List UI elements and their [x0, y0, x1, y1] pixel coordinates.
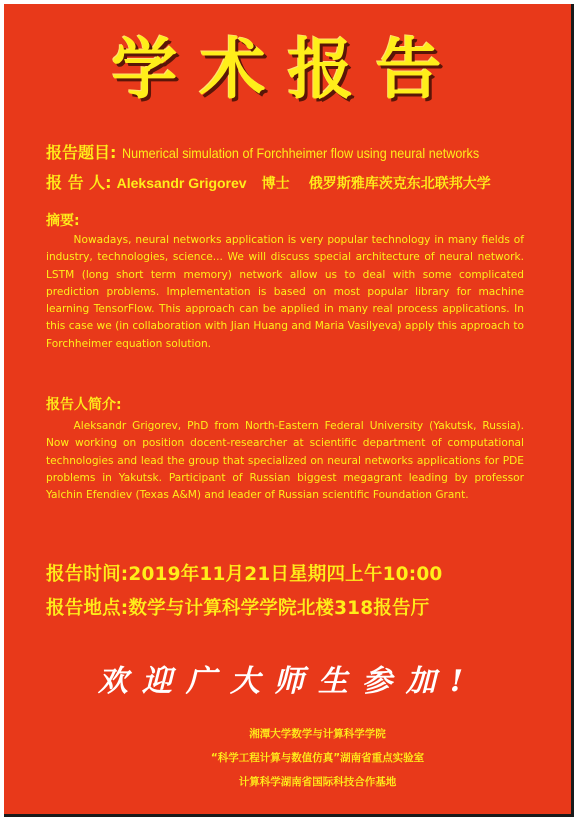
organizer-1: 湘潭大学数学与计算科学学院: [249, 728, 386, 740]
abstract-heading: 摘要:: [46, 213, 80, 229]
speaker-label: 报 告 人:: [46, 173, 112, 192]
bio-text: Aleksandr Grigorev, PhD from North-Eastern Federal University (Yakutsk, Russia). Now working on position docent-researcher at scientific department of computational technologies and lead the group that specialized on neural networks applications for PDE problems in Yakutsk. Participant of Russian biggest megagrant leading by professor Yalchin Efendiev (Texas A&M) and leader of Russian scientific Foundation Grant.: [46, 420, 524, 502]
location-label: 报告地点:: [46, 598, 129, 619]
location-value: 数学与计算科学学院北楼318报告厅: [128, 598, 430, 619]
time-line: [46, 560, 442, 586]
speaker-degree: 博士: [261, 175, 290, 191]
location-line: [46, 594, 429, 620]
poster: [4, 4, 574, 817]
speaker-affiliation: 俄罗斯雅库茨克东北联邦大学: [308, 175, 491, 191]
speaker-line: [46, 170, 491, 193]
organizer-2: “科学工程计算与数值仿真”湖南省重点实验室: [210, 752, 425, 764]
bio-heading: 报告人简介:: [46, 397, 122, 413]
topic-label: 报告题目:: [46, 143, 117, 162]
organizer-3: 计算科学湖南省国际科技合作基地: [238, 776, 397, 788]
topic-line: [46, 140, 518, 163]
poster-title: 学术报告: [111, 30, 464, 108]
topic-value: Numerical simulation of Forchheimer flow using neural networks: [121, 145, 479, 161]
welcome-message: 欢迎广大师生参加!: [97, 664, 478, 699]
abstract-text: Nowadays, neural networks application is very popular technology in many fields of industry, technologies, science... We will discuss special architecture of neural network. LSTM (long short term memory) network allow us to deal with some complicated prediction problems. Implementation is based on most popular library for machine learning TensorFlow. This approach can be applied in many real process applications. In this case we (in collaboration with Jian Huang and Maria Vasilyeva) apply this approach to Forchheimer equation solution.: [46, 234, 524, 350]
time-label: 报告时间:: [46, 564, 129, 585]
speaker-name: Aleksandr Grigorev: [116, 175, 247, 191]
time-value: 2019年11月21日星期四上午10:00: [128, 564, 443, 585]
